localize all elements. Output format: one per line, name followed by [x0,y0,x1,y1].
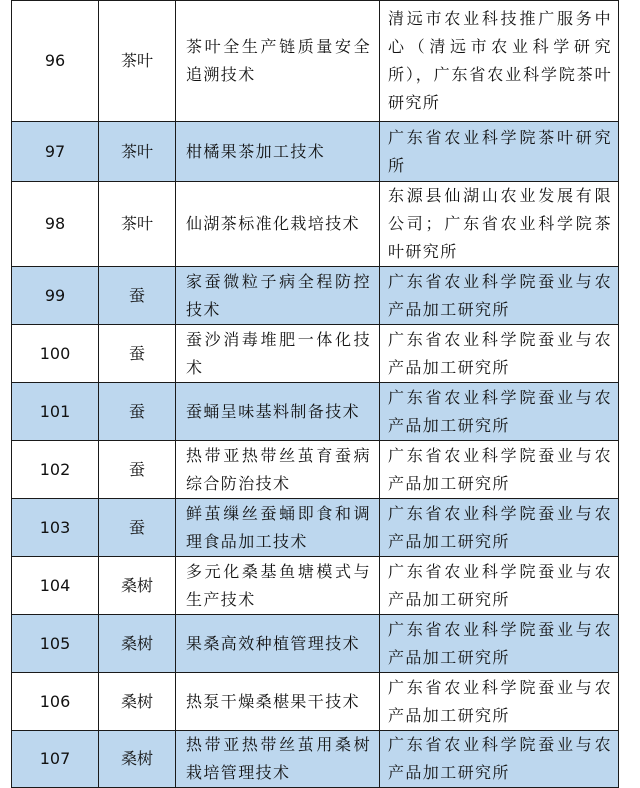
row-number: 105 [12,615,99,673]
table-row [12,383,619,441]
row-category: 桑树 [99,731,176,788]
table-row [12,267,619,325]
row-category: 茶叶 [99,1,176,122]
row-category: 桑树 [99,615,176,673]
row-technology: 热泵干燥桑椹果干技术 [176,673,380,731]
row-number: 102 [12,441,99,499]
row-category: 蚕 [99,441,176,499]
row-technology: 热带亚热带丝茧用桑树栽培管理技术 [176,731,380,788]
row-category: 蚕 [99,325,176,383]
table-row [12,325,619,383]
row-organization: 广东省农业科学院蚕业与农产品加工研究所 [380,615,619,673]
row-organization: 广东省农业科学院蚕业与农产品加工研究所 [380,673,619,731]
row-organization: 东源县仙湖山农业发展有限公司；广东省农业科学院茶叶研究所 [380,182,619,267]
row-number: 106 [12,673,99,731]
row-organization: 广东省农业科学院蚕业与农产品加工研究所 [380,499,619,557]
row-number: 101 [12,383,99,441]
table-row [12,122,619,182]
table-row [12,441,619,499]
row-number: 100 [12,325,99,383]
row-technology: 蚕沙消毒堆肥一体化技术 [176,325,380,383]
technology-table [11,0,619,788]
row-organization: 广东省农业科学院蚕业与农产品加工研究所 [380,267,619,325]
row-number: 104 [12,557,99,615]
row-technology: 茶叶全生产链质量安全追溯技术 [176,1,380,122]
row-technology: 蚕蛹呈味基料制备技术 [176,383,380,441]
row-number: 107 [12,731,99,788]
row-organization: 广东省农业科学院蚕业与农产品加工研究所 [380,441,619,499]
row-technology: 多元化桑基鱼塘模式与生产技术 [176,557,380,615]
row-category: 蚕 [99,267,176,325]
row-category: 蚕 [99,383,176,441]
row-organization: 广东省农业科学院茶叶研究所 [380,122,619,182]
table-row [12,673,619,731]
row-category: 蚕 [99,499,176,557]
row-organization: 广东省农业科学院蚕业与农产品加工研究所 [380,731,619,788]
row-number: 96 [12,1,99,122]
row-technology: 鲜茧缫丝蚕蛹即食和调理食品加工技术 [176,499,380,557]
table-row [12,499,619,557]
row-category: 茶叶 [99,122,176,182]
row-number: 103 [12,499,99,557]
row-number: 97 [12,122,99,182]
row-number: 99 [12,267,99,325]
row-number: 98 [12,182,99,267]
table-row [12,731,619,788]
row-organization: 广东省农业科学院蚕业与农产品加工研究所 [380,325,619,383]
table-row [12,182,619,267]
table-row [12,557,619,615]
row-category: 茶叶 [99,182,176,267]
row-technology: 果桑高效种植管理技术 [176,615,380,673]
row-technology: 热带亚热带丝茧育蚕病综合防治技术 [176,441,380,499]
row-category: 桑树 [99,673,176,731]
row-organization: 广东省农业科学院蚕业与农产品加工研究所 [380,557,619,615]
row-category: 桑树 [99,557,176,615]
row-technology: 柑橘果茶加工技术 [176,122,380,182]
table-row [12,615,619,673]
row-technology: 仙湖茶标准化栽培技术 [176,182,380,267]
table-row [12,1,619,122]
row-technology: 家蚕微粒子病全程防控技术 [176,267,380,325]
row-organization: 广东省农业科学院蚕业与农产品加工研究所 [380,383,619,441]
row-organization: 清远市农业科技推广服务中心（清远市农业科学研究所），广东省农业科学院茶叶研究所 [380,1,619,122]
